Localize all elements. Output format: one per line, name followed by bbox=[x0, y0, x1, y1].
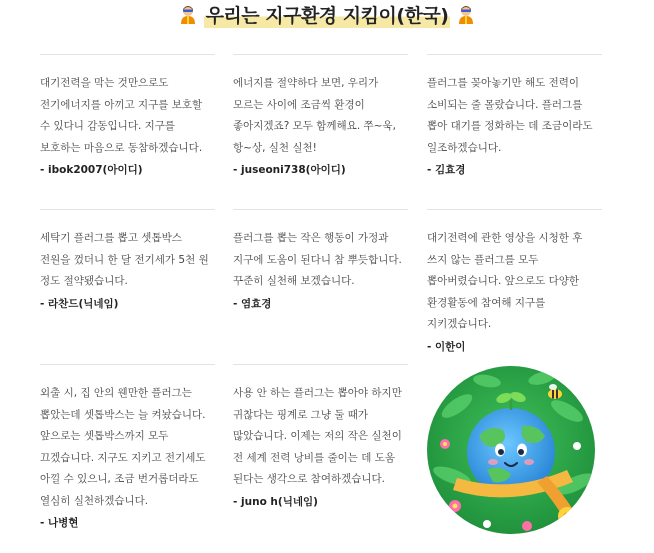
comment-card bbox=[40, 54, 215, 180]
divider bbox=[233, 54, 408, 55]
comment-card bbox=[233, 54, 408, 180]
comment-text: 플러그를 뽑는 작은 행동이 가정과 지구에 도움이 된다니 참 뿌듯합니다. 꾸준히 실천해 보겠습니다. bbox=[233, 232, 402, 287]
title-text: 우리는 지구환경 지킴이(한국) bbox=[204, 1, 451, 28]
divider bbox=[40, 54, 215, 55]
comment-text: 에너지를 절약하다 보면, 우리가 모르는 사이에 조금씩 환경이 좋아지겠죠? 모두 함께해요. 쭈~욱, 항~상, 실천 실천! bbox=[233, 77, 396, 154]
comment-author: - 나병현 bbox=[40, 517, 79, 529]
divider bbox=[40, 364, 215, 365]
title-bar bbox=[0, 0, 654, 30]
comment-text: 플러그를 꽂아놓기만 해도 전력이 소비되는 줄 몰랐습니다. 플러그를 뽑아 대기를 정화하는 데 조금이라도 일조하겠습니다. bbox=[427, 77, 593, 154]
comment-author: - juno h(닉네임) bbox=[233, 495, 318, 508]
comment-author: - 라찬드(닉네임) bbox=[40, 297, 119, 310]
divider bbox=[40, 209, 215, 210]
comment-card bbox=[40, 364, 215, 533]
comment-author: - ibok2007(아이디) bbox=[40, 164, 143, 176]
comment-author: - 김효경 bbox=[427, 164, 466, 176]
comment-card bbox=[233, 364, 408, 512]
comment-text: 외출 시, 집 안의 웬만한 플러그는 뽑았는데 셋톱박스는 늘 켜놨습니다. 앞으로는 셋톱박스까지 모두 끄겠습니다. 지구도 지키고 전기세도 아낄 수 있으니, 조금 번거롭더라도 열심히 실천하겠습니다. bbox=[40, 387, 206, 507]
comment-author: - 염효경 bbox=[233, 297, 272, 310]
comment-card bbox=[427, 54, 602, 180]
comment-author: - 이한이 bbox=[427, 340, 466, 353]
divider bbox=[427, 209, 602, 210]
divider bbox=[233, 364, 408, 365]
comment-text: 대기전력을 막는 것만으로도 전기에너지를 아끼고 지구를 보호할 수 있다니 감동입니다. 지구를 보호하는 마음으로 동참하겠습니다. bbox=[40, 77, 203, 154]
divider bbox=[233, 209, 408, 210]
comment-text: 대기전력에 관한 영상을 시청한 후 쓰지 않는 플러그를 모두 뽑아버렸습니다. 앞으로도 다양한 환경활동에 참여해 지구를 지키겠습니다. bbox=[427, 232, 583, 330]
person-icon bbox=[456, 4, 476, 24]
comment-card bbox=[40, 209, 215, 314]
comment-card bbox=[427, 209, 602, 357]
divider bbox=[427, 54, 602, 55]
page-title bbox=[178, 0, 477, 28]
person-icon bbox=[178, 4, 198, 24]
comment-author: - juseoni738(아이디) bbox=[233, 164, 346, 176]
comment-card bbox=[233, 209, 408, 314]
comment-text: 세탁기 플러그를 뽑고 셋톱박스 전원을 껐더니 한 달 전기세가 5천 원 정도 절약됐습니다. bbox=[40, 232, 209, 287]
earth-mascot-illustration bbox=[427, 366, 595, 534]
comment-text: 사용 안 하는 플러그는 뽑아야 하지만 귀찮다는 핑계로 그냥 둘 때가 많았습니다. 이제는 저의 작은 실천이 전 세계 전력 낭비를 줄이는 데 도움 된다는 생각으로 참여하겠습니다. bbox=[233, 387, 402, 485]
